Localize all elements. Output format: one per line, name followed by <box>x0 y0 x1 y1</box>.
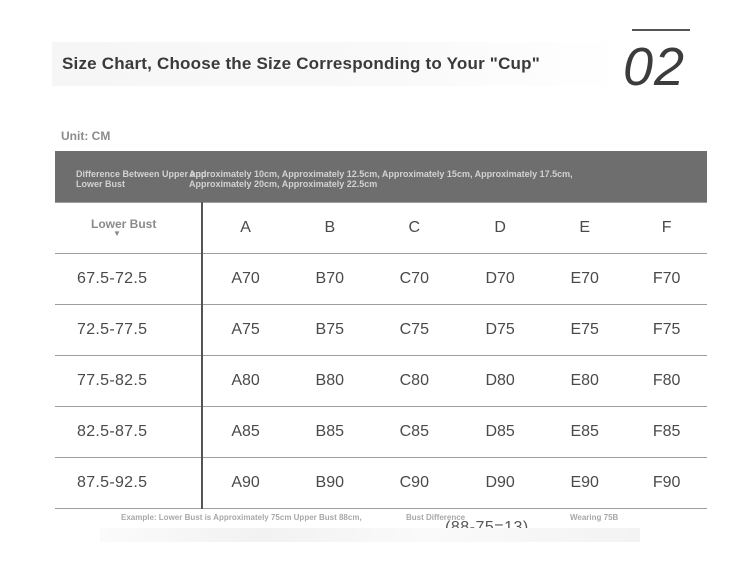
size-cell: F85 <box>626 407 707 458</box>
cup-header-b: B <box>288 203 371 254</box>
bust-difference-label: Bust Difference <box>406 513 466 522</box>
lower-bust-range: 67.5-72.5 <box>55 254 202 305</box>
cup-header-f: F <box>626 203 707 254</box>
size-cell: B80 <box>288 356 371 407</box>
cup-header-d: D <box>457 203 543 254</box>
lower-bust-range: 82.5-87.5 <box>55 407 202 458</box>
size-cell: A80 <box>202 356 288 407</box>
size-cell: D85 <box>457 407 543 458</box>
table-row <box>55 407 707 458</box>
size-cell: D70 <box>457 254 543 305</box>
size-cell: B75 <box>288 305 371 356</box>
size-cell: D90 <box>457 458 543 509</box>
size-cell: F80 <box>626 356 707 407</box>
size-cell: A75 <box>202 305 288 356</box>
size-cell: A90 <box>202 458 288 509</box>
size-cell: B90 <box>288 458 371 509</box>
size-cell: E80 <box>543 356 626 407</box>
table-row <box>55 356 707 407</box>
size-cell: D80 <box>457 356 543 407</box>
size-cell: A85 <box>202 407 288 458</box>
size-cell: C90 <box>371 458 457 509</box>
down-arrow-icon: ▼ <box>113 229 121 238</box>
size-cell: A70 <box>202 254 288 305</box>
size-cell: B85 <box>288 407 371 458</box>
size-cell: E70 <box>543 254 626 305</box>
section-number-rule <box>632 29 690 31</box>
size-cell: C75 <box>371 305 457 356</box>
size-cell: F90 <box>626 458 707 509</box>
table-row <box>55 254 707 305</box>
unit-label: Unit: CM <box>61 129 111 143</box>
section-number: 02 <box>623 37 686 97</box>
lower-bust-range: 72.5-77.5 <box>55 305 202 356</box>
size-cell: E90 <box>543 458 626 509</box>
size-cell: E75 <box>543 305 626 356</box>
wearing-size: Wearing 75B <box>570 513 619 522</box>
table-row <box>55 458 707 509</box>
cup-header-e: E <box>543 203 626 254</box>
difference-values: Approximately 10cm, Approximately 12.5cm, Approximately 15cm, Approximately 17.5cm, Approximately 20cm, Approximately 22.5cm <box>189 169 573 189</box>
lower-bust-range: 87.5-92.5 <box>55 458 202 509</box>
example-text: Example: Lower Bust is Approximately 75cm Upper Bust 88cm, <box>121 513 362 522</box>
faded-caption-row <box>100 528 640 542</box>
size-cell: C70 <box>371 254 457 305</box>
lower-bust-range: 77.5-82.5 <box>55 356 202 407</box>
size-cell: C85 <box>371 407 457 458</box>
size-cell: D75 <box>457 305 543 356</box>
difference-label: Difference Between Upper and Lower Bust <box>76 169 207 189</box>
size-cell: E85 <box>543 407 626 458</box>
size-cell: F75 <box>626 305 707 356</box>
corner-cell <box>55 203 202 254</box>
page-title: Size Chart, Choose the Size Corresponding to Your "Cup" <box>62 54 540 73</box>
size-cell: C80 <box>371 356 457 407</box>
size-table <box>55 202 707 509</box>
cup-header-c: C <box>371 203 457 254</box>
table-row <box>55 305 707 356</box>
lower-bust-header: Lower Bust <box>91 217 157 231</box>
size-cell: F70 <box>626 254 707 305</box>
size-cell: B70 <box>288 254 371 305</box>
table-header-row <box>55 203 707 254</box>
cup-header-a: A <box>202 203 288 254</box>
